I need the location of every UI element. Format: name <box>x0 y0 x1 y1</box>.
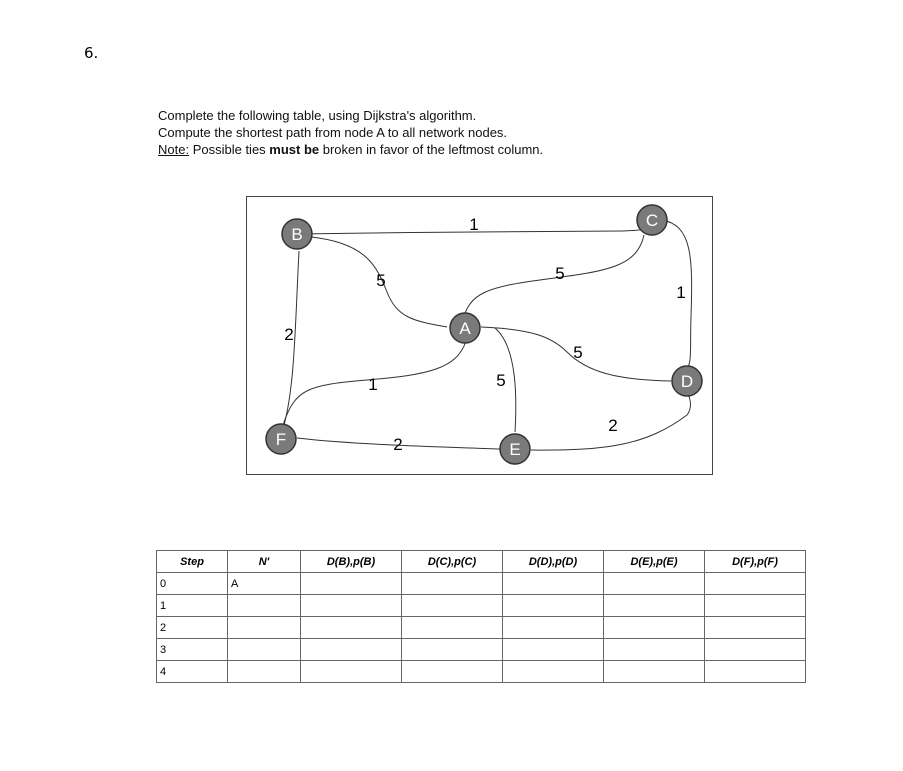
node-a-label: A <box>459 319 471 338</box>
cell-de[interactable] <box>604 617 705 639</box>
cell-dc[interactable] <box>402 639 503 661</box>
edge-weight-a-c: 5 <box>555 264 565 283</box>
cell-n-prime[interactable] <box>228 595 301 617</box>
edge-weight-e-d: 2 <box>608 416 618 435</box>
note-emphasis: must be <box>269 142 320 157</box>
cell-de[interactable] <box>604 661 705 683</box>
cell-dd[interactable] <box>503 617 604 639</box>
question-number: 6. <box>84 44 99 62</box>
edge-weight-b-c: 1 <box>469 215 479 234</box>
cell-step: 4 <box>157 661 228 683</box>
note-label: Note: <box>158 142 190 157</box>
cell-df[interactable] <box>705 595 806 617</box>
instruction-note <box>158 141 543 158</box>
cell-de[interactable] <box>604 639 705 661</box>
cell-db[interactable] <box>301 661 402 683</box>
table-row <box>157 639 806 661</box>
header-de: D(E),p(E) <box>604 551 705 573</box>
cell-dc[interactable] <box>402 573 503 595</box>
cell-step: 1 <box>157 595 228 617</box>
edge-weight-c-d: 1 <box>676 283 686 302</box>
header-dd: D(D),p(D) <box>503 551 604 573</box>
cell-dc[interactable] <box>402 661 503 683</box>
edge-weight-a-e: 5 <box>496 371 506 390</box>
instruction-line-2: Compute the shortest path from node A to all network nodes. <box>158 125 508 140</box>
node-b-label: B <box>291 225 303 244</box>
cell-df[interactable] <box>705 617 806 639</box>
cell-db[interactable] <box>301 595 402 617</box>
header-step: Step <box>157 551 228 573</box>
cell-df[interactable] <box>705 573 806 595</box>
cell-n-prime[interactable] <box>228 661 301 683</box>
node-e-label: E <box>509 440 521 459</box>
edge-weight-a-f: 1 <box>368 375 378 394</box>
table-row <box>157 617 806 639</box>
cell-dd[interactable] <box>503 573 604 595</box>
cell-de[interactable] <box>604 595 705 617</box>
cell-db[interactable] <box>301 573 402 595</box>
cell-de[interactable] <box>604 573 705 595</box>
cell-step: 0 <box>157 573 228 595</box>
cell-df[interactable] <box>705 661 806 683</box>
cell-step: 2 <box>157 617 228 639</box>
note-text-2: broken in favor of the leftmost column. <box>319 142 544 157</box>
table-header-row <box>157 551 806 573</box>
cell-dd[interactable] <box>503 595 604 617</box>
cell-dc[interactable] <box>402 617 503 639</box>
cell-db[interactable] <box>301 617 402 639</box>
graph-canvas <box>247 197 714 476</box>
cell-n-prime[interactable] <box>228 617 301 639</box>
cell-n-prime[interactable]: A <box>228 573 301 595</box>
node-c-label: C <box>645 211 659 230</box>
node-f-label: F <box>275 430 287 449</box>
instructions <box>158 107 543 158</box>
header-n-prime: N' <box>228 551 301 573</box>
cell-df[interactable] <box>705 639 806 661</box>
table-row <box>157 573 806 595</box>
edge-weight-b-a: 5 <box>376 271 386 290</box>
edge-weight-f-e: 2 <box>393 435 403 454</box>
edge-weight-b-f: 2 <box>284 325 294 344</box>
header-df: D(F),p(F) <box>705 551 806 573</box>
edge-weight-a-d: 5 <box>573 343 583 362</box>
cell-n-prime[interactable] <box>228 639 301 661</box>
cell-dc[interactable] <box>402 595 503 617</box>
cell-step: 3 <box>157 639 228 661</box>
node-d-label: D <box>680 372 694 391</box>
cell-dd[interactable] <box>503 639 604 661</box>
cell-db[interactable] <box>301 639 402 661</box>
note-text-1: Possible ties <box>189 142 270 157</box>
network-graph <box>246 196 713 475</box>
header-dc: D(C),p(C) <box>402 551 503 573</box>
instruction-line-1: Complete the following table, using Dijkstra's algorithm. <box>158 108 477 123</box>
cell-dd[interactable] <box>503 661 604 683</box>
table-row <box>157 595 806 617</box>
header-db: D(B),p(B) <box>301 551 402 573</box>
dijkstra-table <box>156 550 806 683</box>
edge-A-C <box>462 235 644 323</box>
table-row <box>157 661 806 683</box>
